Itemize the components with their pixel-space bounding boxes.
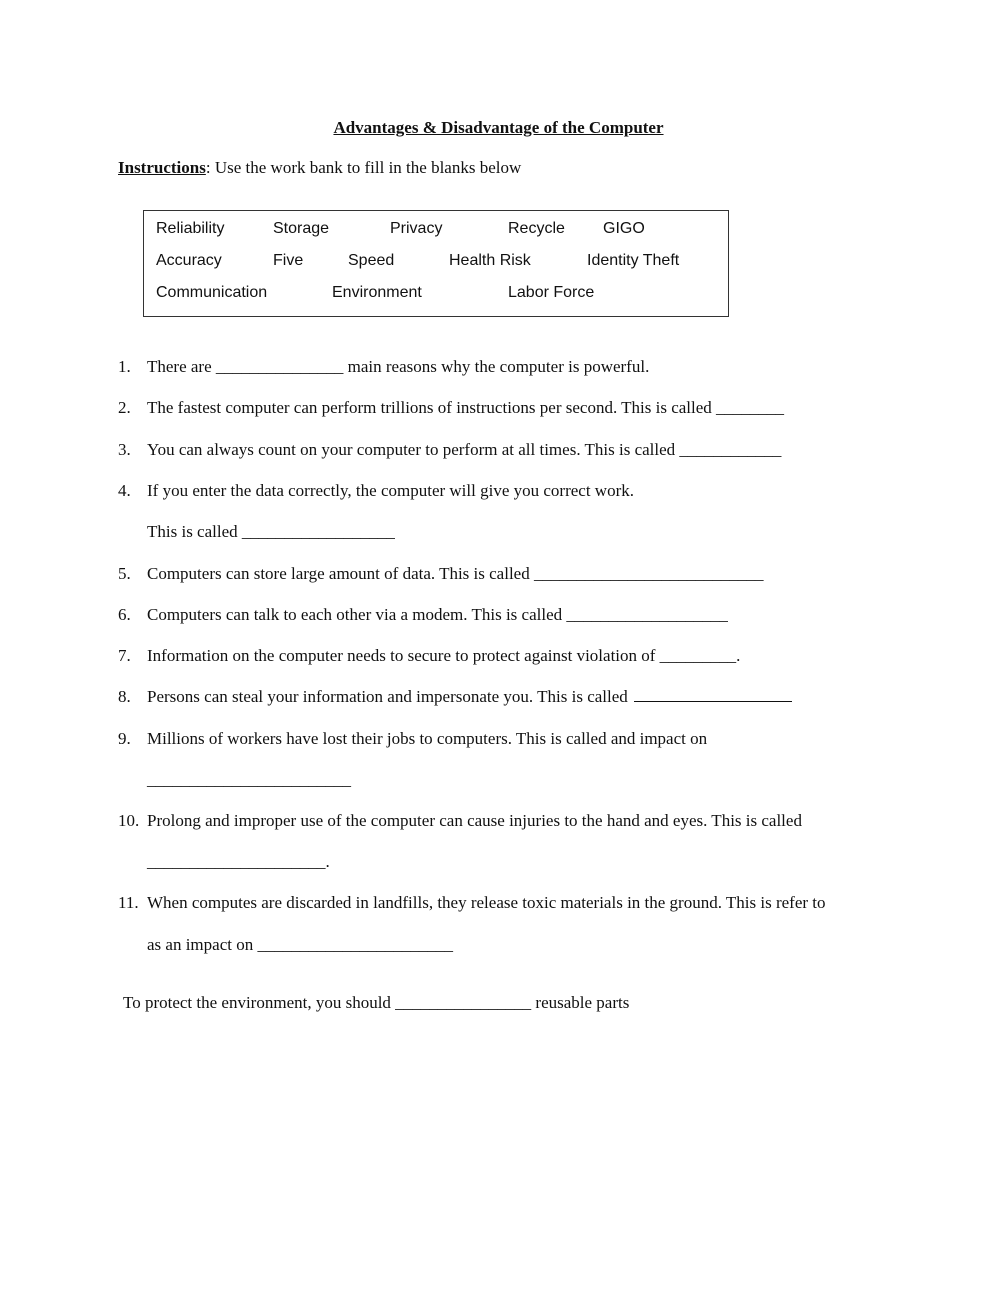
word-bank-item: Identity Theft (587, 252, 680, 269)
word-bank-item: Communication (156, 284, 268, 301)
word-bank-item: GIGO (603, 220, 645, 237)
question-text: The fastest computer can perform trillions of instructions per second. This is called ________ (147, 398, 785, 417)
closing-sentence: To protect the environment, you should ________________ reusable parts (123, 993, 630, 1012)
instructions-text: : Use the work bank to fill in the blanks below (205, 158, 522, 177)
question-text: Computers can talk to each other via a modem. This is called ___________________ (147, 605, 728, 624)
question-text: Prolong and improper use of the computer can cause injuries to the hand and eyes. This is called (147, 811, 802, 830)
question-text: Information on the computer needs to secure to protect against violation of _________. (147, 646, 741, 665)
word-bank-item: Health Risk (449, 252, 531, 269)
question-4-continuation: This is called __________________ (147, 522, 395, 541)
question-number: 5. (118, 564, 131, 583)
word-bank-item: Storage (273, 220, 330, 237)
question-text: Computers can store large amount of data. This is called ___________________________ (147, 564, 764, 583)
word-bank-item: Labor Force (508, 284, 595, 301)
page-title: Advantages & Disadvantage of the Computer (333, 118, 664, 137)
question-text: There are _______________ main reasons why the computer is powerful. (147, 357, 650, 376)
word-bank-item: Privacy (390, 220, 443, 237)
question-number: 7. (118, 646, 131, 665)
word-bank (143, 210, 729, 317)
instructions (118, 158, 521, 178)
question-number: 8. (118, 687, 131, 706)
word-bank-item: Environment (332, 284, 422, 301)
instructions-label: Instructions (118, 158, 206, 177)
question-number: 11. (118, 893, 139, 912)
word-bank-item: Accuracy (156, 252, 222, 269)
question-text: Millions of workers have lost their jobs to computers. This is called and impact on (147, 729, 708, 748)
question-11-continuation: as an impact on _______________________ (147, 935, 453, 954)
question-number: 3. (118, 440, 131, 459)
answer-blank-line (634, 687, 792, 702)
question-number: 6. (118, 605, 131, 624)
question-text: If you enter the data correctly, the computer will give you correct work. (147, 481, 634, 500)
word-bank-item: Five (273, 252, 304, 269)
question-text: You can always count on your computer to perform at all times. This is called ____________ (147, 440, 782, 459)
word-bank-item: Recycle (508, 220, 565, 237)
question-number: 10. (118, 811, 140, 830)
question-10-continuation: _____________________. (147, 852, 330, 871)
question-number: 1. (118, 357, 131, 376)
question-9-continuation: ________________________ (147, 770, 351, 789)
question-number: 4. (118, 481, 131, 500)
word-bank-item: Reliability (156, 220, 225, 237)
question-text: Persons can steal your information and impersonate you. This is called (147, 687, 628, 706)
question-number: 9. (118, 729, 131, 748)
word-bank-item: Speed (348, 252, 395, 269)
question-text-with-blank (147, 687, 792, 707)
question-text: When computes are discarded in landfills, they release toxic materials in the ground. This is refer to (147, 893, 826, 912)
question-number: 2. (118, 398, 131, 417)
